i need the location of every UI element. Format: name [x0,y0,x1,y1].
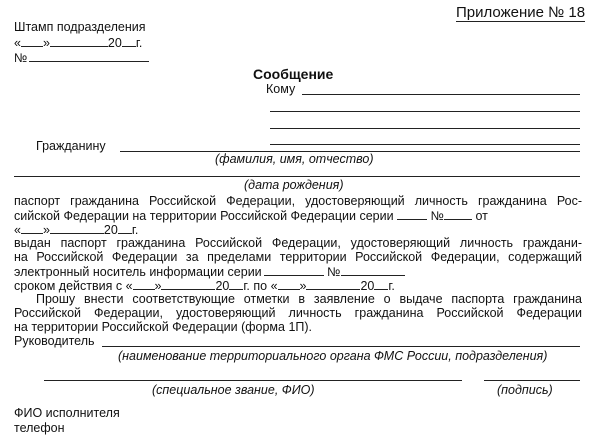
number-blank [29,50,149,62]
electronic-number-blank [341,264,405,276]
body-p2-line1: выдан паспорт гражданина Российской Федерации, удостоверяющий личность граждани- [14,236,582,250]
body-p2-line2: на Российской Федерации за пределами территории Российской Федерации, содержащий [14,250,582,264]
issue-year-suffix: г. [131,223,139,237]
series-text: сийской Федерации на территории Российской Федерации серии [14,209,394,223]
valid-to-day-blank [278,278,300,290]
valid-from-year-prefix: 20 [215,279,230,293]
issue-year-blank [118,222,132,234]
stamp-label: Штамп подразделения [14,20,146,34]
valid-from-close-quote: » [154,279,162,293]
body-p2-line3 [14,264,405,279]
month-blank [50,35,108,47]
valid-to-year-blank [374,278,388,290]
head-label: Руководитель [14,334,95,348]
valid-from-text: сроком действия с « [14,279,133,293]
issue-close-quote: » [42,223,50,237]
body-p1-line2 [14,208,582,223]
issue-month-blank [50,222,104,234]
series-blank [397,208,427,220]
to-line-2 [270,111,580,112]
citizen-hint: (фамилия, имя, отчество) [215,152,374,166]
from-text: от [475,209,488,223]
valid-to-year-suffix: г. [388,279,395,293]
number-label: № [14,51,28,65]
year-suffix: г. [135,36,143,50]
electronic-series-blank [264,264,324,276]
head-hint: (наименование территориального органа ФМС России, подразделения) [118,349,548,363]
stamp-date-line [14,35,142,50]
day-blank [21,35,43,47]
date-close-quote: » [42,36,50,50]
signature-hint: (подпись) [497,383,553,397]
body-p3-line2: Российской Федерации, удостоверяющий личность гражданина Российской Федерации [14,306,582,320]
page-title: Сообщение [253,66,334,82]
year-prefix: 20 [107,36,122,50]
birth-line [14,176,580,177]
rank-hint: (специальное звание, ФИО) [152,383,315,397]
body-p2-line4 [14,278,395,293]
issue-day-blank [21,222,43,234]
date-open-quote: « [14,36,21,50]
head-line [102,346,580,347]
valid-to-close-quote: » [299,279,307,293]
electronic-number-sign: № [327,265,341,279]
issue-year-prefix: 20 [103,223,118,237]
body-p3-line1: Прошу внести соответствующие отметки в заявление о выдаче паспорта гражданина [36,292,582,306]
body-p1-line3 [14,222,138,237]
electronic-series-text: электронный носитель информации серии [14,265,262,279]
year-blank [122,35,136,47]
body-p1-line1: паспорт гражданина Российской Федерации, удостоверяющий личность гражданина Рос- [14,194,582,208]
issue-open-quote: « [14,223,21,237]
body-p3-line3: на территории Российской Федерации (форма 1П). [14,320,313,334]
valid-to-text: г. по « [243,279,278,293]
signature-line [484,380,580,381]
to-line-4 [270,144,580,145]
valid-to-month-blank [306,278,360,290]
to-label: Кому [266,82,296,96]
valid-from-year-blank [229,278,243,290]
valid-from-day-blank [133,278,155,290]
valid-to-year-prefix: 20 [360,279,375,293]
passport-number-blank [444,208,472,220]
executor-label: ФИО исполнителя [14,406,120,420]
valid-from-month-blank [161,278,215,290]
citizen-label: Гражданину [36,139,106,153]
number-sign: № [430,209,444,223]
phone-label: телефон [14,421,65,435]
rank-line [44,380,462,381]
to-line-3 [270,128,580,129]
to-line-1 [302,94,580,95]
stamp-number-line [14,50,149,65]
appendix-label: Приложение № 18 [456,4,586,21]
birth-hint: (дата рождения) [244,178,344,192]
